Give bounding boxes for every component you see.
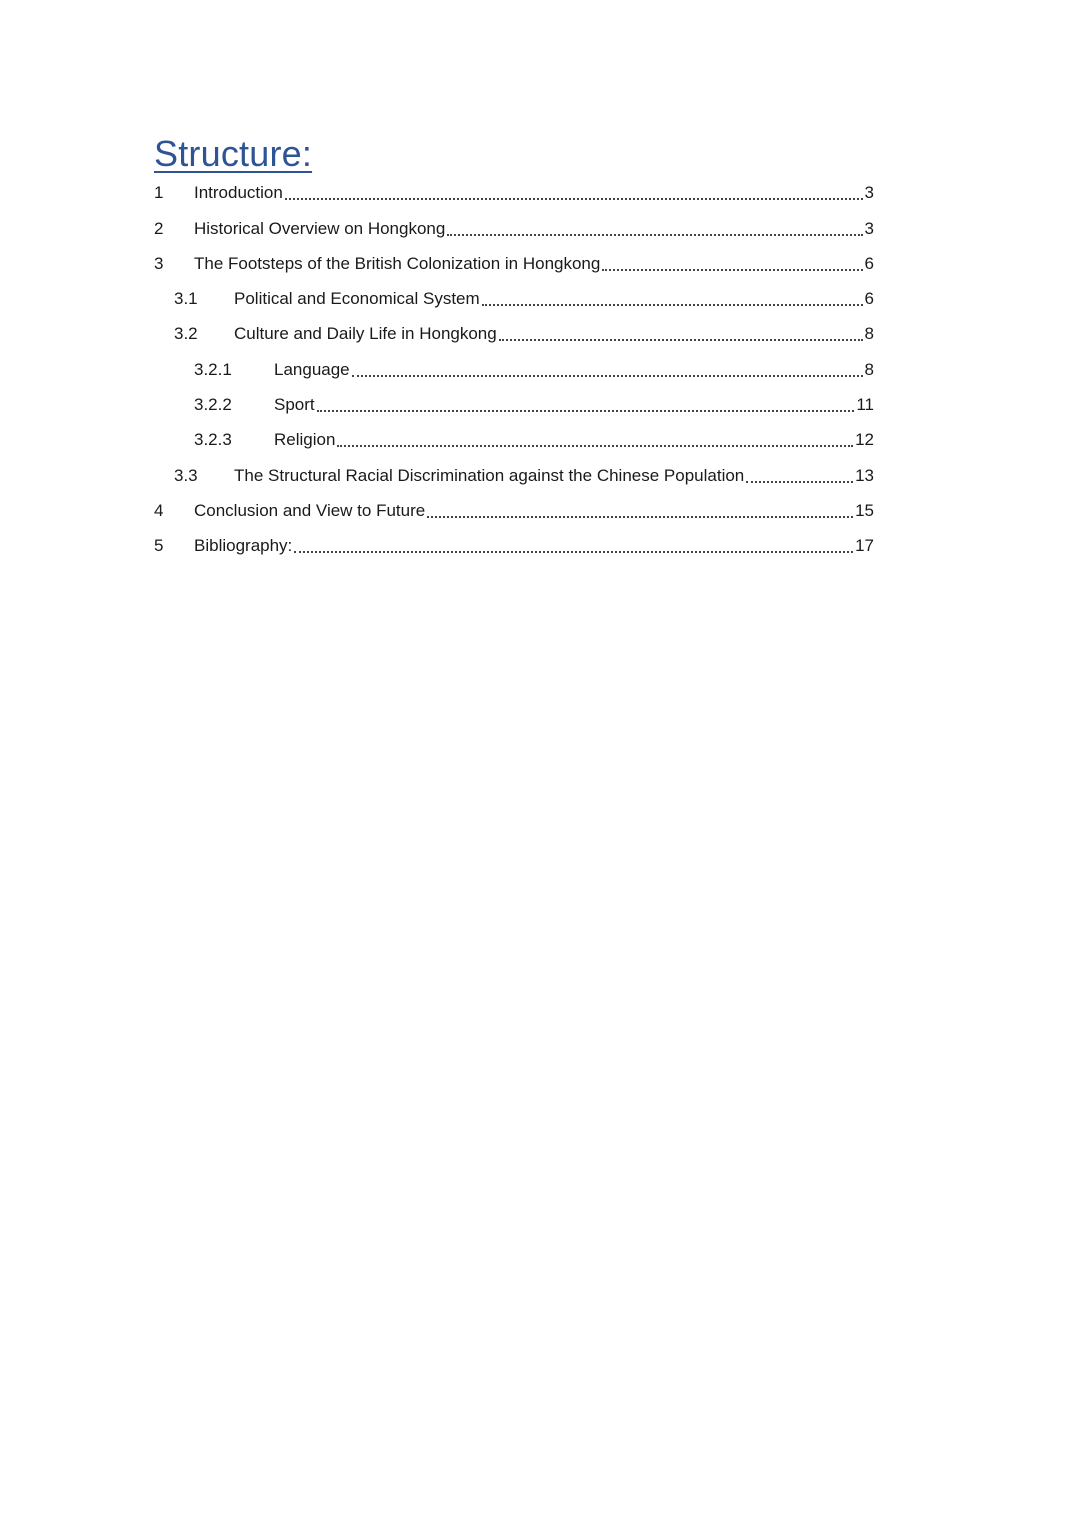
- toc-heading: Structure:: [154, 133, 313, 174]
- toc-entry-title: Conclusion and View to Future: [194, 501, 426, 520]
- toc-entry[interactable]: [194, 353, 874, 387]
- toc-entry[interactable]: [154, 212, 874, 246]
- toc-entry-number: 2: [154, 219, 164, 238]
- toc-entry-title: Sport: [274, 395, 315, 414]
- toc-entry[interactable]: [154, 529, 874, 563]
- toc-entry-page: 17: [855, 536, 874, 555]
- toc-entry-page: 6: [864, 289, 874, 308]
- dot-leader: [499, 317, 863, 351]
- toc-entry-number: 1: [154, 183, 164, 202]
- dot-leader: [352, 353, 863, 387]
- dot-leader: [602, 247, 862, 281]
- toc-entry-page: 8: [864, 324, 874, 343]
- dot-leader: [337, 423, 853, 457]
- toc-entry[interactable]: [174, 459, 874, 493]
- toc-entry-title: Bibliography:: [194, 536, 293, 555]
- toc-entry-number: 3: [154, 254, 164, 273]
- toc-entry-page: 12: [855, 430, 874, 449]
- toc-entry-title: Introduction: [194, 183, 283, 202]
- dot-leader: [746, 459, 853, 493]
- toc-entry-title: Culture and Daily Life in Hongkong: [234, 324, 497, 343]
- toc-entry-page: 6: [864, 254, 874, 273]
- toc-entry-page: 11: [856, 395, 874, 414]
- toc-entry-title: Historical Overview on Hongkong: [194, 219, 446, 238]
- toc-entry[interactable]: [154, 494, 874, 528]
- toc-entry-title: Religion: [274, 430, 336, 449]
- toc-entry-page: 8: [864, 360, 874, 379]
- toc-entry-title: Language: [274, 360, 350, 379]
- dot-leader: [427, 494, 853, 528]
- toc-entry-number: 3.1: [174, 289, 198, 308]
- dot-leader: [317, 388, 855, 422]
- toc-entry-number: 5: [154, 536, 164, 555]
- dot-leader: [285, 176, 863, 210]
- toc-entry-page: 3: [864, 219, 874, 238]
- toc-entry[interactable]: [154, 176, 874, 210]
- toc-entry-page: 15: [855, 501, 874, 520]
- toc-entry-number: 3.2.2: [194, 395, 232, 414]
- dot-leader: [447, 212, 862, 246]
- toc-entry[interactable]: [174, 282, 874, 316]
- toc-entry-title: The Structural Racial Discrimination against the Chinese Population: [234, 466, 745, 485]
- toc-entry[interactable]: [194, 388, 874, 422]
- toc-entry[interactable]: [194, 423, 874, 457]
- toc-entry-page: 3: [864, 183, 874, 202]
- toc-entry-page: 13: [855, 466, 874, 485]
- toc-entry-number: 4: [154, 501, 164, 520]
- toc-entry[interactable]: [174, 317, 874, 351]
- toc-entry-number: 3.3: [174, 466, 198, 485]
- toc-entry-title: Political and Economical System: [234, 289, 480, 308]
- toc-entry-title: The Footsteps of the British Colonization in Hongkong: [194, 254, 601, 273]
- toc-entry[interactable]: [154, 247, 874, 281]
- toc-entry-number: 3.2: [174, 324, 198, 343]
- dot-leader: [482, 282, 863, 316]
- dot-leader: [294, 529, 853, 563]
- toc-entry-number: 3.2.3: [194, 430, 232, 449]
- toc-entry-number: 3.2.1: [194, 360, 232, 379]
